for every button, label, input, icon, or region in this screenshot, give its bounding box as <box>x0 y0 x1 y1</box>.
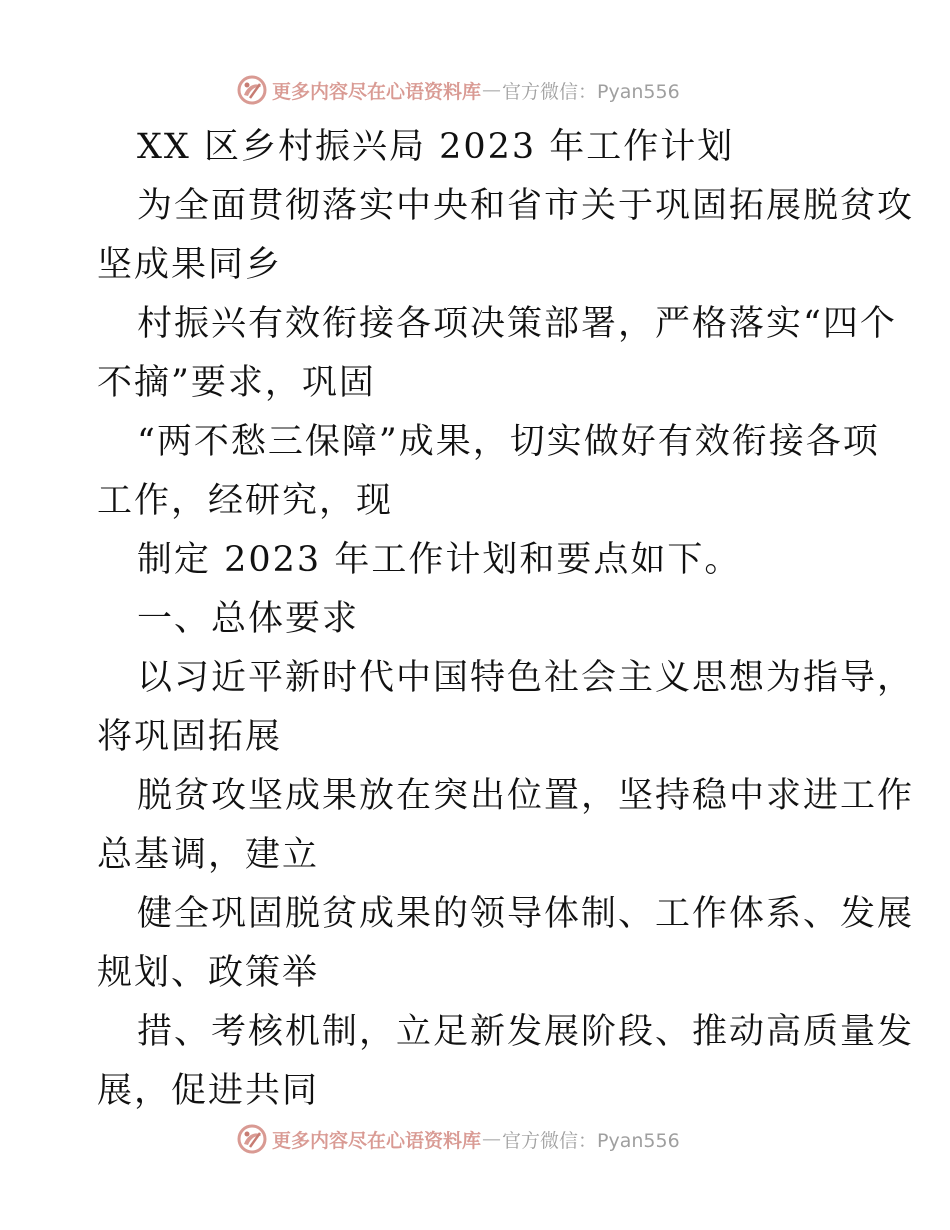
body-line: 展，促进共同 <box>97 1071 320 1111</box>
body-line: 村振兴有效衔接各项决策部署，严格落实“四个 <box>137 304 897 344</box>
body-line: 为全面贯彻落实中央和省市关于巩固拓展脱贫攻 <box>137 186 915 226</box>
document-title: XX 区乡村振兴局 2023 年工作计划 <box>137 127 735 167</box>
body-line: 措、考核机制，立足新发展阶段、推动高质量发 <box>137 1012 915 1052</box>
body-line: 总基调，建立 <box>97 835 320 875</box>
body-line: 规划、政策举 <box>97 953 320 993</box>
body-line: 脱贫攻坚成果放在突出位置，坚持稳中求进工作 <box>137 776 915 816</box>
swirl-logo-icon <box>236 1123 268 1155</box>
body-line: 不摘”要求，巩固 <box>97 363 376 403</box>
body-line: “两不愁三保障”成果，切实做好有效衔接各项 <box>137 422 880 462</box>
watermark-main-text: 更多内容尽在心语资料库 <box>272 80 482 103</box>
body-line: 健全巩固脱贫成果的领导体制、工作体系、发展 <box>137 894 915 934</box>
section-heading: 一、总体要求 <box>137 599 360 639</box>
body-line: 工作，经研究，现 <box>97 481 394 521</box>
watermark-contact-text: 官方微信：Pyan556 <box>502 80 680 103</box>
body-line: 制定 2023 年工作计划和要点如下。 <box>137 540 742 580</box>
footer-watermark <box>236 1121 680 1157</box>
body-line: 以习近平新时代中国特色社会主义思想为指导， <box>137 658 915 698</box>
watermark-main-text: 更多内容尽在心语资料库 <box>272 1129 482 1152</box>
watermark-separator: — <box>482 79 502 101</box>
watermark-separator: — <box>482 1128 502 1150</box>
watermark-contact-text: 官方微信：Pyan556 <box>502 1129 680 1152</box>
body-line: 坚成果同乡 <box>97 245 283 285</box>
body-line: 将巩固拓展 <box>97 717 283 757</box>
